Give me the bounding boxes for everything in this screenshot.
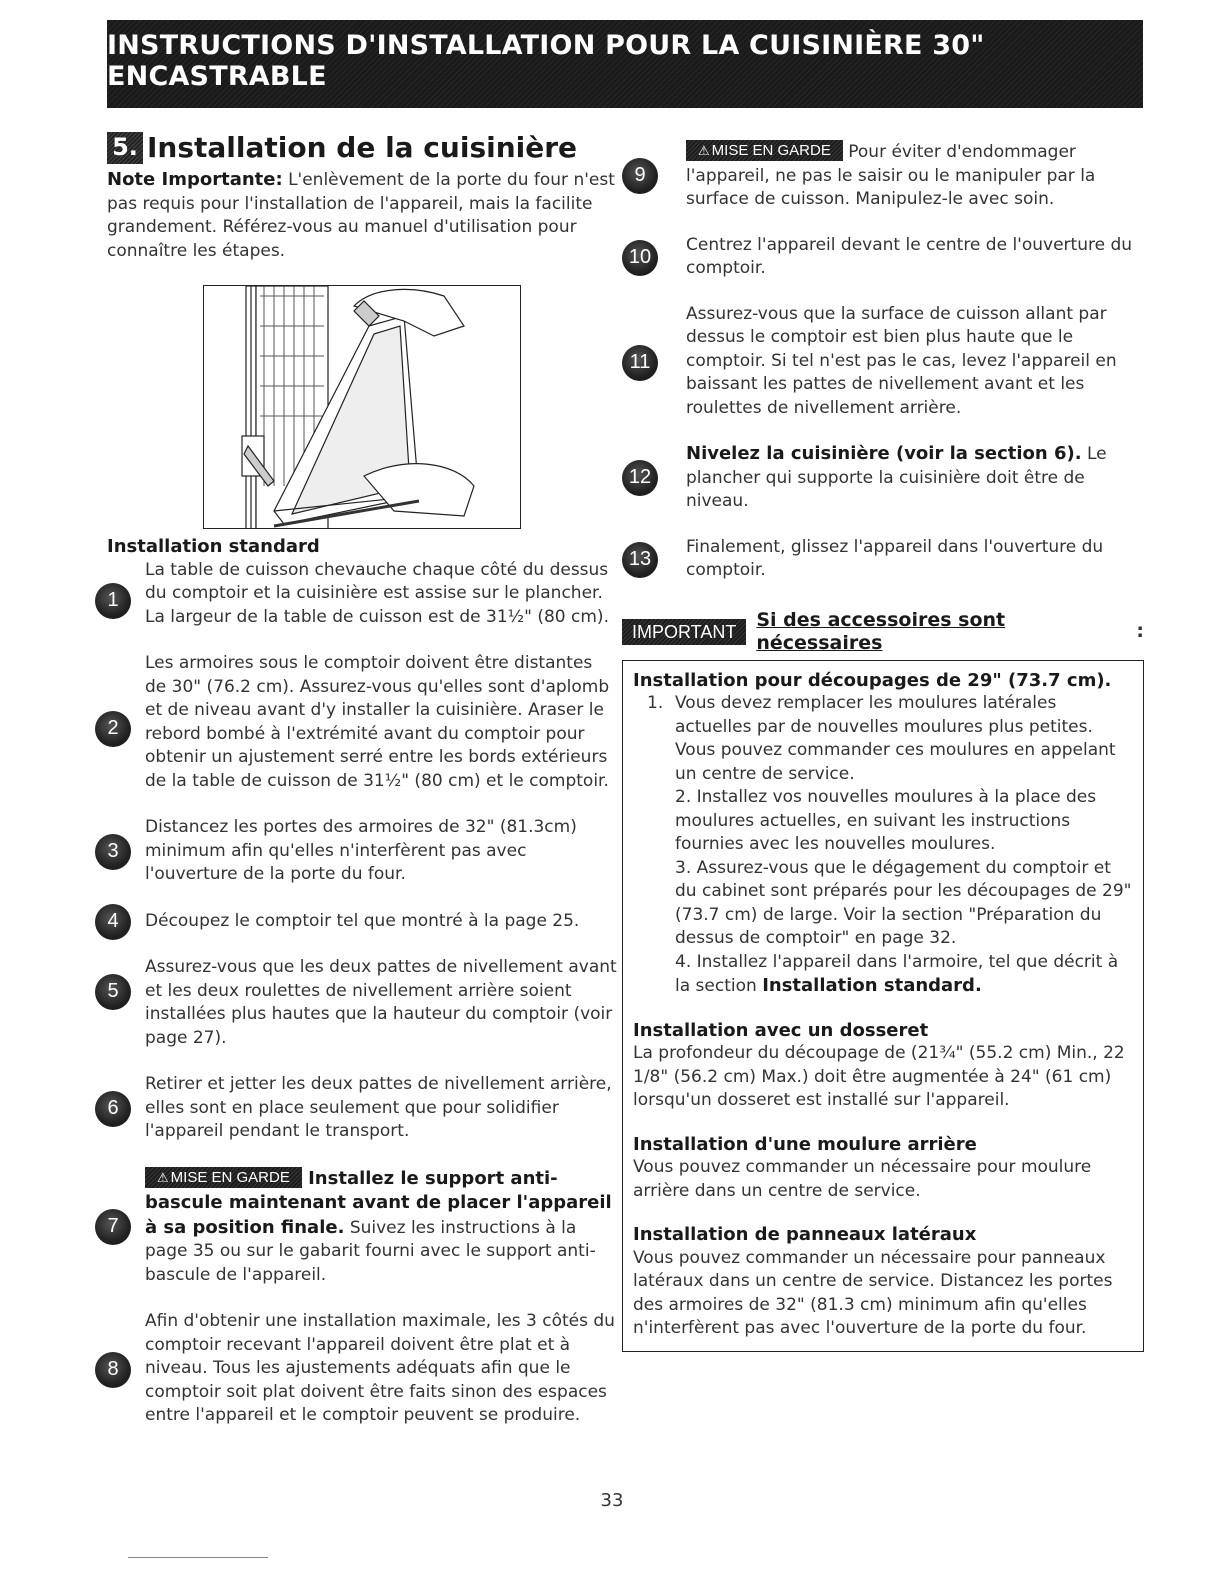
warning-triangle-icon: ⚠ [157, 1169, 169, 1185]
step-text: Le plancher qui supporte la cuisinière doit être de niveau. [686, 444, 1107, 511]
step-2 [107, 652, 617, 793]
step-text: Suivez les instructions à la page 35 ou sur le gabarit fourni avec le support anti-bascule de l'appareil. [145, 1217, 596, 1285]
step-badge: 7 [95, 1209, 131, 1245]
step-badge: 6 [95, 1091, 131, 1127]
cutout-item-1 [633, 692, 1133, 786]
item-text: Vous devez remplacer les moulures latérales actuelles par de nouvelles moulures plus petites. Vous pouvez commander ces moulures en appelant un centre de service. [675, 693, 1116, 784]
item-number: 1. [647, 693, 664, 713]
warning-tag-label: MISE EN GARDE [711, 142, 831, 159]
cutout-29-heading: Installation pour découpages de 29" (73.7 cm). [633, 669, 1112, 691]
step-text: Assurez-vous que les deux pattes de nivellement avant et les deux roulettes de nivellement arrière soient installées plus hautes que la hauteur du comptoir (voir page 27). [145, 957, 617, 1048]
oven-door-drawing [204, 286, 521, 529]
section-number: 5. [107, 132, 143, 164]
step-badge: 2 [95, 711, 131, 747]
step-12 [622, 442, 1144, 514]
side-panels-heading: Installation de panneaux latéraux [633, 1224, 977, 1245]
step-text: Centrez l'appareil devant le centre de l'ouverture du comptoir. [686, 234, 1133, 278]
door-removal-illustration [203, 285, 521, 529]
step-1 [107, 559, 617, 630]
section-title-text: Installation de la cuisinière [147, 131, 578, 165]
step-13 [622, 536, 1144, 583]
warning-tag-label: MISE EN GARDE [170, 1168, 290, 1186]
important-note [107, 168, 617, 263]
footer-rule [128, 1557, 268, 1558]
step-badge: 8 [95, 1352, 131, 1388]
step-badge: 4 [95, 904, 131, 940]
important-title: Si des accessoires sont nécessaires [756, 608, 1006, 654]
step-badge: 1 [95, 583, 131, 619]
important-colon: : [1136, 620, 1144, 643]
important-header [622, 609, 1144, 656]
standard-heading: Installation standard [107, 536, 320, 557]
backsplash-text: La profondeur du découpage de (21¾" (55.2 cm) Min., 22 1/8" (56.2 cm) Max.) doit être augmentée à 24" (61 cm) lorsqu'un dosseret est installé sur l'appareil. [633, 1043, 1125, 1110]
step-badge: 5 [95, 974, 131, 1010]
step-text: Pour éviter d'endommager l'appareil, ne pas le saisir ou le manipuler par la surface de cuisson. Manipulez-le avec soin. [686, 142, 1096, 209]
step-bold-text: Installez le support anti-bascule maintenant avant de placer l'appareil à sa position finale. [145, 1167, 612, 1238]
step-badge: 9 [622, 158, 658, 194]
warning-triangle-icon: ⚠ [698, 143, 710, 158]
cutout-item-2: 2. Installez vos nouvelles moulures à la place des moulures actuelles, en suivant les instructions fournies avec les nouvelles moulures. [675, 787, 1097, 854]
backsplash-heading: Installation avec un dosseret [633, 1019, 929, 1041]
step-9 [622, 140, 1144, 212]
page-number: 33 [600, 1490, 624, 1511]
left-column [107, 130, 617, 1428]
page-banner: INSTRUCTIONS D'INSTALLATION POUR LA CUISINIÈRE 30" ENCASTRABLE [107, 20, 1143, 108]
step-text: La table de cuisson chevauche chaque côté du dessus du comptoir et la cuisinière est assise sur le plancher. La largeur de la table de cuisson est de 31½" (80 cm). [145, 559, 609, 627]
note-text: L'enlèvement de la porte du four n'est pas requis pour l'installation de l'appareil, mais la facilite grandement. Référez-vous au manuel d'utilisation pour connaître les étapes. [107, 170, 615, 261]
step-badge: 10 [622, 240, 658, 276]
step-text: Retirer et jetter les deux pattes de nivellement arrière, elles sont en place seulement que pour solidifier l'appareil pendant le transport. [145, 1074, 612, 1141]
step-badge: 3 [95, 834, 131, 870]
cutout-item-4 [633, 951, 1133, 999]
warning-tag [145, 1167, 302, 1188]
step-bold-text: Nivelez la cuisinière (voir la section 6). [686, 443, 1082, 464]
important-tag: IMPORTANT [622, 619, 746, 645]
step-badge: 11 [622, 345, 658, 381]
item-text: 4. Installez l'appareil dans l'armoire, tel que décrit à la section [675, 951, 1119, 996]
step-4 [107, 910, 617, 934]
step-5 [107, 956, 617, 1050]
rear-trim-text: Vous pouvez commander un nécessaire pour moulure arrière dans un centre de service. [633, 1157, 1092, 1201]
step-11 [622, 303, 1144, 421]
step-text: Découpez le comptoir tel que montré à la page 25. [145, 910, 580, 931]
step-text: Finalement, glissez l'appareil dans l'ouverture du comptoir. [686, 536, 1104, 580]
step-6 [107, 1073, 617, 1144]
step-10 [622, 234, 1144, 281]
step-badge: 13 [622, 542, 658, 578]
step-text: Les armoires sous le comptoir doivent être distantes de 30" (76.2 cm). Assurez-vous qu'elles sont d'aplomb et de niveau avant d'y installer la cuisinière. Araser le rebord bombé à l'extrémité avant du comptoir pour obtenir un ajustement serré entre les bords extérieurs de la table de cuisson de 31½" (80 cm) et le comptoir. [145, 653, 610, 791]
step-text: Assurez-vous que la surface de cuisson allant par dessus le comptoir est bien plus haute que le comptoir. Si tel n'est pas le cas, levez l'appareil en baissant les pattes de nivellement avant et les roulettes de nivellement arrière. [686, 303, 1117, 418]
right-column [622, 130, 1144, 1352]
step-3 [107, 816, 617, 887]
section-title [107, 130, 617, 166]
accessories-box [622, 660, 1144, 1352]
step-text: Distancez les portes des armoires de 32" (81.3cm) minimum afin qu'elles n'interfèrent pas avec l'ouverture de la porte du four. [145, 817, 577, 884]
step-badge: 12 [622, 460, 658, 496]
note-label: Note Importante: [107, 169, 283, 190]
step-7 [107, 1167, 617, 1288]
warning-tag [686, 140, 843, 161]
step-text: Afin d'obtenir une installation maximale, les 3 côtés du comptoir recevant l'appareil doivent être plat et à niveau. Tous les ajustements adéquats afin que le comptoir soit plat doivent être faits sinon des espaces entre l'appareil et le comptoir peuvent se produire. [145, 1311, 615, 1425]
step-8 [107, 1310, 617, 1428]
rear-trim-heading: Installation d'une moulure arrière [633, 1133, 977, 1155]
side-panels-text: Vous pouvez commander un nécessaire pour panneaux latéraux dans un centre de service. Distancez les portes des armoires de 32" (81.3 cm) minimum afin qu'elles n'interfèrent pas avec l'ouverture de la porte du four. [633, 1247, 1113, 1338]
item-bold-text: Installation standard. [762, 975, 982, 996]
cutout-item-3: 3. Assurez-vous que le dégagement du comptoir et du cabinet sont préparés pour les découpages de 29" (73.7 cm) de large. Voir la section "Préparation du dessus de comptoir" en page 32. [675, 857, 1132, 948]
